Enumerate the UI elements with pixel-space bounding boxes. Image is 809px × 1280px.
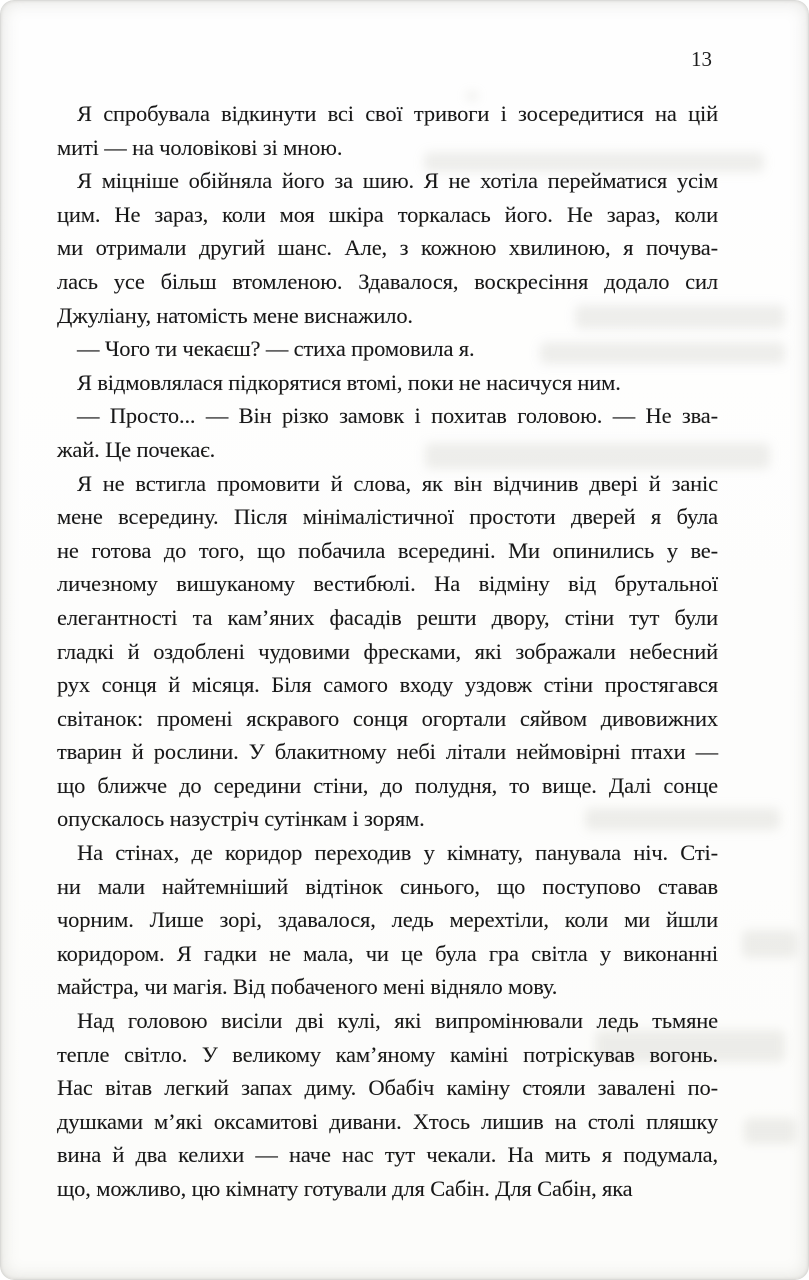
page-showthrough-artifact [744, 1118, 796, 1144]
text-line: личезному вишуканому вестибюлі. На відміну від брутальної [57, 571, 718, 597]
paragraph [57, 399, 718, 466]
text-line: рух сонця й місяця. Біля самого входу уздовж стіни простягався [57, 672, 718, 698]
text-line: не готова до того, що побачила всередині. Ми опинились у ве- [57, 537, 718, 563]
text-line: Я спробувала відкинути всі свої тривоги і зосередитися на цій [77, 101, 718, 126]
text-line: На стінах, де коридор переходив у кімнату, панувала ніч. Сті- [77, 840, 718, 866]
text-line: лась усе більш втомленою. Здавалося, воскресіння додало сил [57, 268, 718, 294]
paragraph [57, 332, 718, 366]
text-line: — Просто... — Він різко замовк і похитав головою. — Не зва- [77, 403, 718, 429]
paragraph [57, 366, 718, 400]
text-line: гладкі й оздоблені чудовими фресками, які зображали небесний [57, 638, 718, 664]
paragraph [57, 1004, 718, 1206]
page-showthrough-artifact [742, 930, 797, 958]
text-line: що, можливо, цю кімнату готували для Сабін. Для Сабін, яка [57, 1176, 633, 1201]
text-line: вина й два келихи — наче нас тут чекали. На мить я подумала, [57, 1142, 718, 1168]
text-line: опускалось назустріч сутінкам і зорям. [57, 806, 425, 832]
text-line: Я відмовлялася підкорятися втомі, поки не насичуся ним. [77, 369, 621, 395]
text-line: що ближче до середини стіни, до полудня, то вище. Далі сонце [57, 772, 718, 798]
text-line: чорним. Лише зорі, здавалося, ледь мерехтіли, коли ми йшли [57, 907, 718, 933]
text-line: Я не встигла промовити й слова, як він відчинив двері й заніс [77, 470, 718, 496]
paragraph [57, 836, 718, 1004]
page-number: 13 [691, 47, 712, 71]
text-line: Нас вітав легкий запах диму. Обабіч каміну стояли завалені по- [57, 1075, 718, 1101]
text-line: Я міцніше обійняла його за шию. Я не хотіла перейматися усім [77, 168, 718, 194]
text-line: світанок: промені яскравого сонця огортали сяйвом дивовижних [57, 705, 718, 731]
text-line: миті — на чоловікові зі мною. [57, 134, 343, 160]
page-text [57, 97, 718, 1206]
text-line: душками м’які оксамитові дивани. Хтось лишив на столі пляшку [57, 1108, 718, 1134]
paragraph [57, 97, 718, 164]
text-line: цим. Не зараз, коли моя шкіра торкалась його. Не зараз, коли [57, 201, 718, 227]
text-line: коридором. Я гадки не мала, чи це була гра світла у виконанні [57, 940, 718, 966]
text-line: тварин й рослини. У блакитному небі літали неймовірні птахи — [57, 739, 718, 765]
text-line: тепле світло. У великому кам’яному каміні потріскував вогонь. [57, 1041, 718, 1067]
text-line: елегантності та кам’яних фасадів решти двору, стіни тут були [57, 604, 718, 630]
text-line: ни мали найтемніший відтінок синього, що поступово ставав [57, 873, 718, 899]
text-line: мене всередину. Після мінімалістичної простоти дверей я була [57, 504, 718, 530]
text-line: — Чого ти чекаєш? — стиха промовила я. [77, 336, 475, 362]
text-line: Джуліану, натомість мене виснажило. [57, 302, 413, 328]
paragraph [57, 467, 718, 837]
text-line: ми отримали другий шанс. Але, з кожною хвилиною, я почува- [57, 235, 718, 261]
text-line: майстра, чи магія. Від побаченого мені відняло мову. [57, 974, 558, 1000]
text-line: жай. Це почекає. [57, 436, 216, 462]
text-line: Над головою висіли дві кулі, які випромінювали ледь тьмяне [77, 1008, 718, 1034]
paragraph [57, 164, 718, 332]
